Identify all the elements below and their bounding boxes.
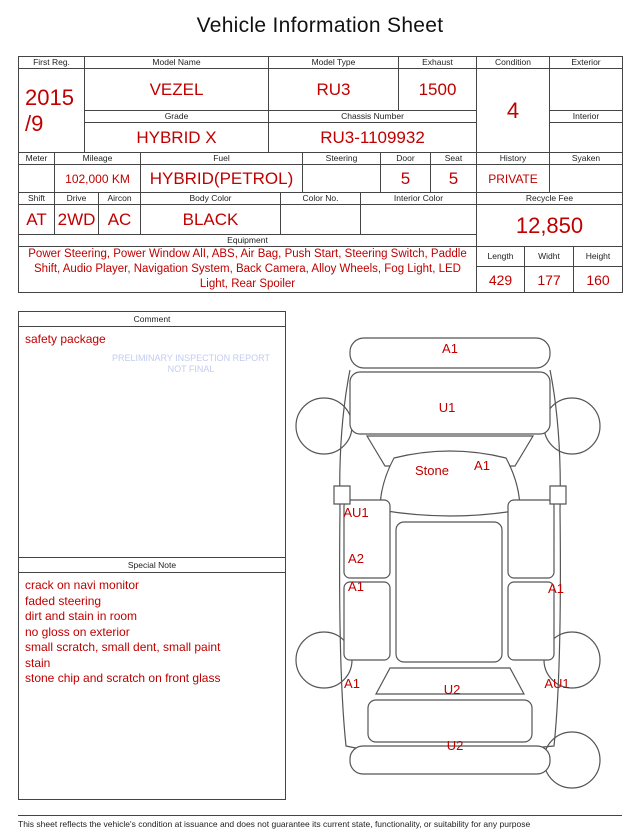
- label-interior-color: Interior Color: [361, 193, 477, 205]
- label-syaken: Syaken: [550, 153, 623, 165]
- value-history: PRIVATE: [477, 165, 550, 193]
- label-first-reg: First Reg.: [19, 57, 85, 69]
- label-model-name: Model Name: [85, 57, 269, 69]
- label-seat: Seat: [431, 153, 477, 165]
- mirror-left: [334, 486, 350, 504]
- mirror-right: [550, 486, 566, 504]
- label-recycle-fee: Recycle Fee: [477, 193, 623, 205]
- value-length: 429: [477, 267, 525, 293]
- label-model-type: Model Type: [269, 57, 399, 69]
- value-meter: [19, 165, 55, 193]
- special-note-body: [18, 572, 286, 800]
- special-note-line: stain: [25, 655, 51, 670]
- value-exhaust: 1500: [399, 69, 477, 111]
- comment-body: [18, 326, 286, 558]
- value-condition: 4: [477, 69, 550, 153]
- label-history: History: [477, 153, 550, 165]
- comment-header: Comment: [18, 311, 286, 326]
- value-height: 160: [574, 267, 623, 293]
- notes-column: [18, 311, 286, 811]
- label-width: Widht: [525, 247, 574, 267]
- value-exterior: [550, 69, 623, 111]
- identity-table: [18, 56, 623, 153]
- damage-mark: A1: [344, 676, 360, 691]
- value-mileage: 102,000 KM: [55, 165, 141, 193]
- special-note-line: faded steering: [25, 593, 102, 608]
- meter-table: [18, 152, 623, 193]
- trunk: [368, 700, 532, 742]
- label-meter: Meter: [19, 153, 55, 165]
- value-first-reg-month: /9: [25, 110, 44, 136]
- value-grade: HYBRID X: [85, 123, 269, 153]
- label-grade: Grade: [85, 111, 269, 123]
- door-front-right: [508, 500, 554, 578]
- value-door: 5: [381, 165, 431, 193]
- damage-mark: AU1: [544, 676, 570, 691]
- value-syaken: [550, 165, 623, 193]
- wheel-front-left-icon: [296, 398, 352, 454]
- damage-mark: A1: [442, 341, 458, 356]
- value-seat: 5: [431, 165, 477, 193]
- special-note-line: crack on navi monitor: [25, 578, 140, 592]
- value-first-reg-year: 2015: [25, 84, 74, 110]
- label-drive: Drive: [55, 193, 99, 205]
- roof: [380, 451, 520, 516]
- damage-mark: U2: [446, 738, 464, 753]
- value-width: 177: [525, 267, 574, 293]
- value-shift: AT: [19, 205, 55, 235]
- label-fuel: Fuel: [141, 153, 303, 165]
- special-note-line: no gloss on exterior: [25, 624, 130, 639]
- value-model-name: VEZEL: [85, 69, 269, 111]
- damage-mark: U2: [443, 682, 461, 697]
- label-length: Length: [477, 247, 525, 267]
- value-fuel: HYBRID(PETROL): [141, 165, 303, 193]
- label-exhaust: Exhaust: [399, 57, 477, 69]
- comment-watermark: PRELIMINARY INSPECTION REPORT NOT FINAL: [111, 353, 271, 374]
- value-drive: 2WD: [55, 205, 99, 235]
- value-steering: [303, 165, 381, 193]
- special-note-line: dirt and stain in room: [25, 609, 138, 623]
- label-color-no: Color No.: [281, 193, 361, 205]
- damage-mark: A1: [474, 458, 490, 473]
- damage-mark: A1: [348, 579, 364, 594]
- label-height: Height: [574, 247, 623, 267]
- value-interior: [550, 123, 623, 153]
- special-note-line: stone chip and scratch on front glass: [25, 671, 221, 685]
- label-exterior: Exterior: [550, 57, 623, 69]
- value-chassis-number: RU3-1109932: [269, 123, 477, 153]
- label-aircon: Aircon: [99, 193, 141, 205]
- cabin-center: [396, 522, 502, 662]
- vehicle-details-block: [18, 56, 622, 293]
- damage-mark: U1: [438, 400, 456, 415]
- special-note-header: Special Note: [18, 557, 286, 572]
- wheel-front-right-icon: [544, 398, 600, 454]
- value-aircon: AC: [99, 205, 141, 235]
- footer-disclaimer: This sheet reflects the vehicle's condition at issuance and does not guarantee its current state, functionality, or suitability for any purpose: [18, 815, 622, 829]
- special-note-line: small scratch, small dent, small paint: [25, 640, 221, 654]
- comment-text: safety package: [25, 332, 106, 346]
- label-chassis-number: Chassis Number: [269, 111, 477, 123]
- damage-mark: A2: [348, 551, 364, 566]
- label-door: Door: [381, 153, 431, 165]
- value-body-color: BLACK: [141, 205, 281, 235]
- label-shift: Shift: [19, 193, 55, 205]
- value-equipment: Power Steering, Power Window AlI, ABS, Air Bag, Push Start, Steering Switch, Paddle Shift, Audio Player, Navigation System, Back Camera, Alloy Wheels, Fog Light, LED Light, Rear Spoiler: [19, 247, 477, 293]
- page-title: Vehicle Information Sheet: [196, 14, 444, 37]
- car-outline-svg: [272, 310, 628, 810]
- damage-mark: A1: [548, 581, 564, 596]
- damage-mark: Stone: [415, 463, 449, 478]
- value-recycle-fee: 12,850: [477, 205, 623, 247]
- label-steering: Steering: [303, 153, 381, 165]
- label-interior: Interior: [550, 111, 623, 123]
- label-mileage: Mileage: [55, 153, 141, 165]
- label-body-color: Body Color: [141, 193, 281, 205]
- damage-mark: AU1: [343, 505, 369, 520]
- spec-table: [18, 192, 623, 247]
- value-model-type: RU3: [269, 69, 399, 111]
- spare-wheel-icon: [544, 732, 600, 788]
- vehicle-damage-diagram: [272, 310, 628, 810]
- value-color-no: [281, 205, 361, 235]
- value-interior-color: [361, 205, 477, 235]
- equipment-table: [18, 246, 623, 293]
- label-condition: Condition: [477, 57, 550, 69]
- label-equipment: Equipment: [19, 235, 477, 247]
